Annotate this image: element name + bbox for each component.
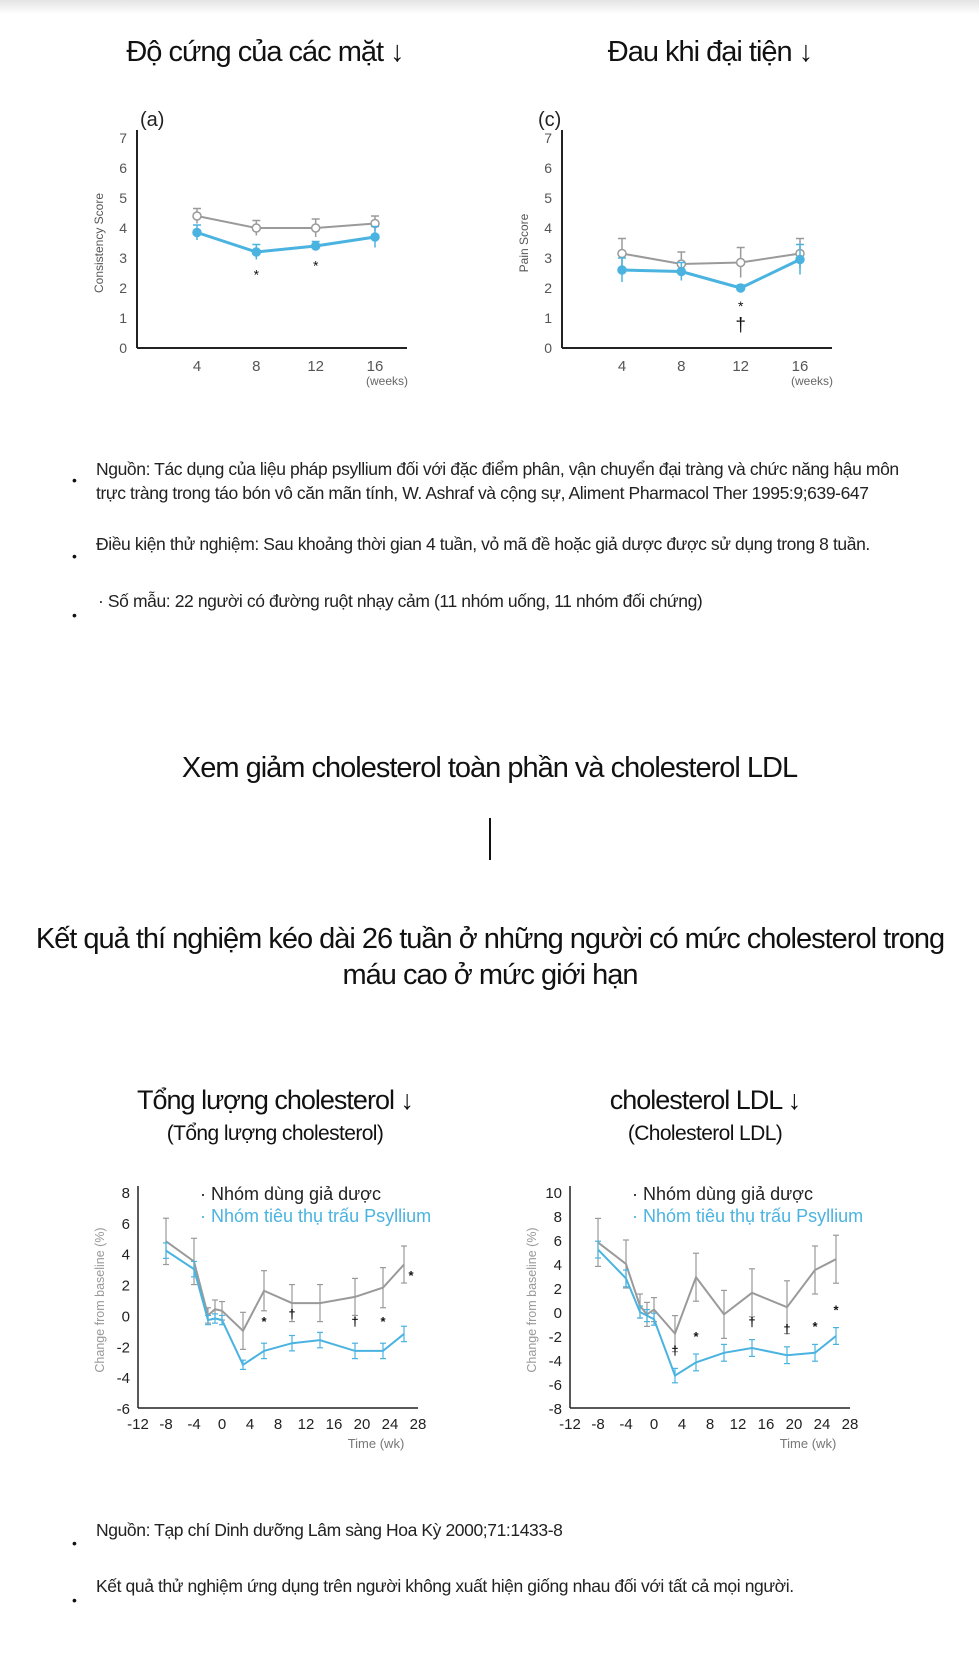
x-tick-label: -12 <box>559 1416 581 1433</box>
y-tick-label: -6 <box>548 1377 562 1394</box>
y-tick-label: 0 <box>121 1308 130 1326</box>
y-tick-label: 2 <box>119 280 127 296</box>
x-axis-label: Time (wk) <box>347 1436 405 1451</box>
y-axis-label: Change from baseline (%) <box>93 1227 107 1373</box>
y-tick-label: 8 <box>553 1209 562 1226</box>
psyllium-data-point <box>677 268 685 276</box>
y-tick-label: 1 <box>544 310 552 326</box>
significance-mark: * <box>408 1267 414 1283</box>
chart-c-title: Đau khi đại tiện ↓ <box>607 36 813 68</box>
note-conditions: Điều kiện thử nghiệm: Sau khoảng thời gian 4 tuần, vỏ mã đề hoặc giả dược được sử dụng trong 8 tuần. <box>96 534 870 554</box>
x-tick-label: 4 <box>677 1416 687 1433</box>
panel-label: (a) <box>140 109 165 131</box>
significance-mark: * <box>261 1314 267 1330</box>
x-tick-label: 20 <box>353 1416 371 1433</box>
y-tick-label: 3 <box>119 250 127 266</box>
y-tick-label: 6 <box>119 160 127 176</box>
y-tick-label: 6 <box>544 160 552 176</box>
x-tick-label: 4 <box>192 358 202 375</box>
x-tick-label: -8 <box>159 1416 173 1433</box>
y-tick-label: 5 <box>544 190 552 206</box>
bullet-dot: • <box>72 472 77 488</box>
y-tick-label: 7 <box>119 130 127 146</box>
bullet-dot: • <box>72 548 77 564</box>
x-tick-label: -12 <box>127 1416 149 1433</box>
psyllium-data-point <box>252 248 260 256</box>
note-source-1: Nguồn: Tác dụng của liệu pháp psyllium đối với đặc điểm phân, vận chuyển đại tràng và chức năng hậu môn trực tràng trong táo bón vô căn mãn tính, W. Ashraf và cộng sự, Aliment Pharmacol Ther 1995:9;639-647 <box>96 459 899 503</box>
x-tick-label: 8 <box>705 1416 715 1433</box>
legend-psyllium: · Nhóm tiêu thụ trấu Psyllium <box>200 1206 432 1226</box>
x-tick-label: 16 <box>366 358 384 375</box>
chart-a-title: Độ cứng của các mặt ↓ <box>126 36 404 68</box>
x-tick-label: 16 <box>325 1416 343 1433</box>
note-samples: · Số mẫu: 22 người có đường ruột nhạy cảm (11 nhóm uống, 11 nhóm đối chứng) <box>98 591 703 611</box>
chart-ldl-subtitle: (Cholesterol LDL) <box>627 1122 783 1145</box>
x-tick-label: 12 <box>732 358 750 375</box>
y-axis-label: Consistency Score <box>92 192 106 294</box>
y-tick-label: 2 <box>544 280 552 296</box>
placebo-data-point <box>252 224 260 232</box>
x-tick-label: 16 <box>757 1416 775 1433</box>
y-tick-label: -8 <box>548 1401 562 1418</box>
x-tick-label: -8 <box>591 1416 605 1433</box>
y-axis-label: Pain Score <box>517 213 531 273</box>
y-tick-label: 4 <box>553 1257 562 1274</box>
divider-line <box>489 818 491 860</box>
x-tick-label: -4 <box>187 1416 201 1433</box>
chart-ldl-title: cholesterol LDL ↓ <box>609 1085 801 1115</box>
significance-mark: * <box>693 1328 699 1344</box>
placebo-series-line <box>197 216 375 228</box>
psyllium-data-point <box>312 242 320 250</box>
y-tick-label: 4 <box>119 220 127 236</box>
x-tick-label: 12 <box>307 358 325 375</box>
y-tick-label: 8 <box>121 1185 130 1202</box>
significance-mark: * <box>312 257 319 274</box>
significance-mark: † <box>735 315 746 336</box>
significance-mark: † <box>351 1314 359 1330</box>
note-disclaimer: Kết quả thử nghiệm ứng dụng trên người không xuất hiện giống nhau đối với tất cả mọi người. <box>96 1576 794 1596</box>
y-tick-label: 0 <box>544 340 552 356</box>
psyllium-data-point <box>618 266 626 274</box>
significance-mark: † <box>748 1314 756 1330</box>
x-tick-label: 28 <box>841 1416 859 1433</box>
panel-label: (c) <box>538 109 562 131</box>
placebo-data-point <box>193 212 201 220</box>
psyllium-data-point <box>737 284 745 292</box>
section-headline: Xem giảm cholesterol toàn phần và cholesterol LDL <box>181 752 798 784</box>
x-tick-label: 4 <box>245 1416 255 1433</box>
x-tick-label: 8 <box>677 358 686 375</box>
x-tick-label: 8 <box>273 1416 283 1433</box>
x-tick-label: -4 <box>619 1416 633 1433</box>
psyllium-data-point <box>371 233 379 241</box>
chart-tc-title: Tổng lượng cholesterol ↓ <box>137 1085 413 1115</box>
x-tick-label: 16 <box>791 358 809 375</box>
x-tick-label: 0 <box>649 1416 659 1433</box>
bullet-dot: • <box>72 1592 77 1608</box>
chart-a <box>85 105 445 425</box>
top-shadow <box>0 0 979 14</box>
y-tick-label: 3 <box>544 250 552 266</box>
placebo-data-point <box>312 224 320 232</box>
chart-tc-subtitle: (Tổng lượng cholesterol) <box>166 1122 384 1145</box>
bullet-dot: • <box>72 1535 77 1551</box>
y-tick-label: -4 <box>548 1353 562 1370</box>
Nhóm dùng giả dược-series-line <box>598 1242 836 1333</box>
x-axis-label: (weeks) <box>790 374 834 388</box>
y-tick-label: 4 <box>544 220 552 236</box>
Nhóm tiêu thụ trấu Psyllium-series-line <box>166 1251 404 1365</box>
x-tick-label: 24 <box>813 1416 831 1433</box>
significance-mark: * <box>380 1314 386 1330</box>
psyllium-data-point <box>796 256 804 264</box>
x-axis-label: (weeks) <box>365 374 409 388</box>
y-tick-label: 1 <box>119 310 127 326</box>
y-tick-label: 6 <box>553 1233 562 1250</box>
y-tick-label: 4 <box>121 1246 130 1264</box>
y-tick-label: 0 <box>119 340 127 356</box>
section-subheadline: Kết quả thí nghiệm kéo dài 26 tuần ở những người có mức cholesterol trong máu cao ở mức giới hạn <box>35 923 945 991</box>
y-tick-label: -6 <box>116 1401 130 1418</box>
significance-mark: † <box>671 1343 679 1359</box>
x-tick-label: 20 <box>785 1416 803 1433</box>
y-tick-label: -4 <box>116 1370 130 1388</box>
y-tick-label: 2 <box>121 1277 130 1295</box>
placebo-data-point <box>737 259 745 267</box>
chart-c <box>510 105 870 425</box>
legend-placebo: · Nhóm dùng giả dược <box>200 1184 381 1204</box>
y-tick-label: -2 <box>116 1339 130 1357</box>
legend-psyllium: · Nhóm tiêu thụ trấu Psyllium <box>632 1206 864 1226</box>
x-tick-label: 12 <box>297 1416 315 1433</box>
y-tick-label: 2 <box>553 1281 562 1298</box>
y-tick-label: 10 <box>545 1185 562 1202</box>
y-axis-label: Change from baseline (%) <box>525 1227 539 1373</box>
x-tick-label: 28 <box>409 1416 427 1433</box>
x-axis-label: Time (wk) <box>779 1436 837 1451</box>
x-tick-label: 24 <box>381 1416 399 1433</box>
x-tick-label: 12 <box>729 1416 747 1433</box>
chart-ldl <box>520 1180 920 1480</box>
legend-placebo: · Nhóm dùng giả dược <box>632 1184 813 1204</box>
significance-mark: * <box>253 266 260 283</box>
psyllium-series-line <box>197 233 375 253</box>
bullet-dot: • <box>72 607 77 623</box>
x-tick-label: 0 <box>217 1416 227 1433</box>
x-tick-label: 4 <box>617 358 627 375</box>
note-source-2: Nguồn: Tạp chí Dinh dưỡng Lâm sàng Hoa Kỳ 2000;71:1433-8 <box>96 1520 563 1540</box>
y-tick-label: 5 <box>119 190 127 206</box>
Nhóm dùng giả dược-series-line <box>166 1241 404 1330</box>
y-tick-label: 0 <box>553 1305 562 1322</box>
significance-mark: * <box>812 1319 818 1335</box>
x-tick-label: 8 <box>252 358 261 375</box>
y-tick-label: -2 <box>548 1329 562 1346</box>
placebo-data-point <box>618 250 626 258</box>
Nhóm tiêu thụ trấu Psyllium-series-line <box>598 1250 836 1376</box>
psyllium-data-point <box>193 229 201 237</box>
y-tick-label: 6 <box>121 1215 130 1233</box>
significance-mark: * <box>833 1302 839 1318</box>
y-tick-label: 7 <box>544 130 552 146</box>
significance-mark: * <box>737 298 744 314</box>
significance-mark: † <box>783 1321 791 1337</box>
placebo-series-line <box>622 254 800 265</box>
significance-mark: † <box>288 1306 296 1322</box>
chart-tc <box>88 1180 488 1480</box>
